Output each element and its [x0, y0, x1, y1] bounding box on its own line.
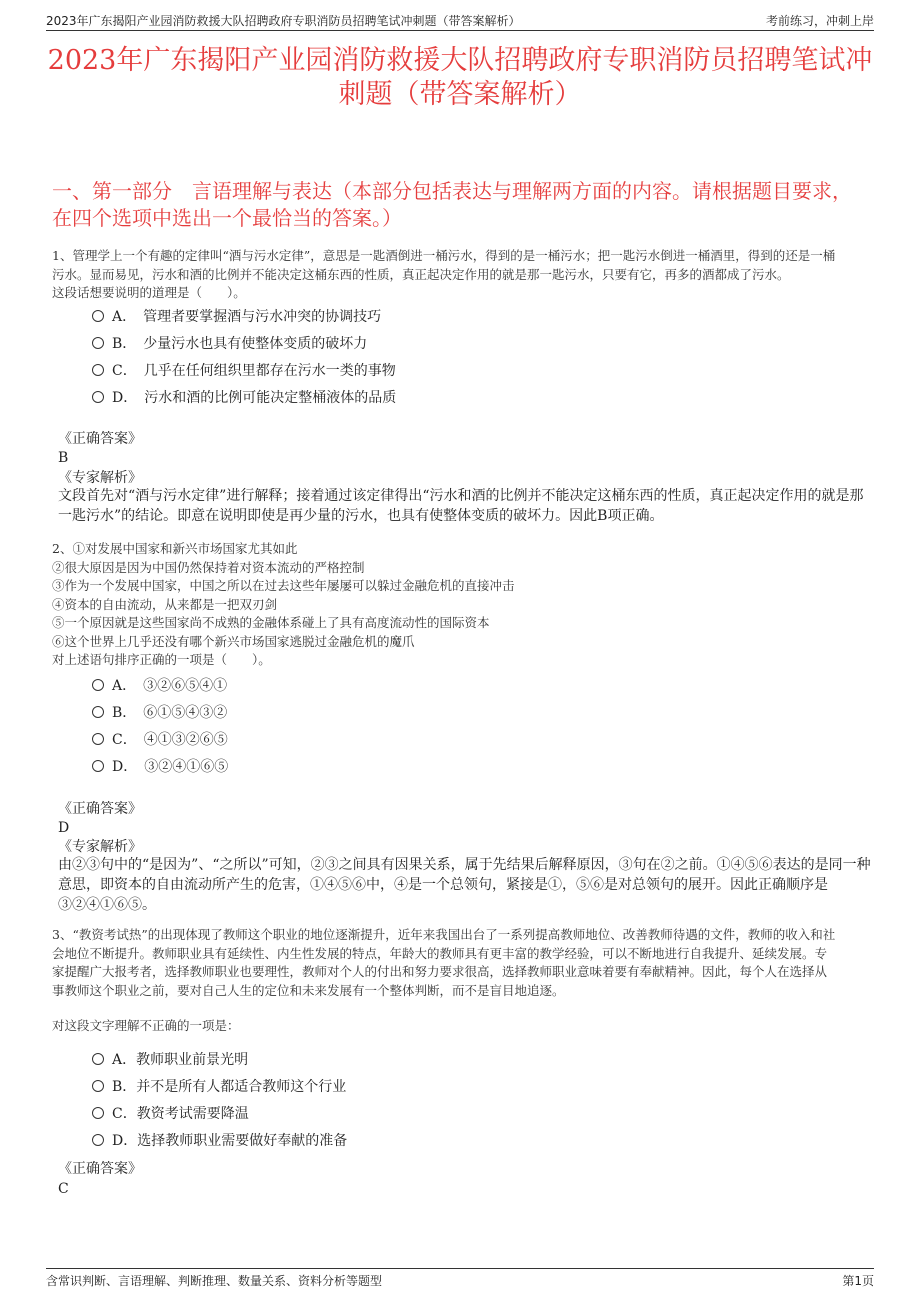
stem-line: ④资本的自由流动，从来都是一把双刃剑 [52, 596, 278, 612]
stem-line: ⑥这个世界上几乎还没有哪个新兴市场国家逃脱过金融危机的魔爪 [52, 633, 415, 649]
stem-line: ③作为一个发展中国家，中国之所以在过去这些年屡屡可以躲过金融危机的直接冲击 [52, 578, 515, 593]
option-a[interactable]: A．教师职业前景光明 [92, 1047, 347, 1074]
page-footer [46, 1268, 874, 1289]
footer-question-types: 含常识判断、言语理解、判断推理、数量关系、资料分析等题型 [46, 1274, 383, 1288]
stem-line: 1、管理学上一个有趣的定律叫“酒与污水定律”，意思是一匙酒倒进一桶污水，得到的是一桶污水；把一匙污水倒进一桶酒里，得到的还是一桶 [52, 248, 836, 263]
question-2-explanation: 由②③句中的“是因为”、“之所以”可知，②③之间具有因果关系，属于先结果后解释原因，③句在②之前。①④⑤⑥表达的是同一种意思，即资本的自由流动所产生的危害，①④⑤⑥中，④是一个总领句，紧接是①，⑤⑥是对总领句的展开。因此正确顺序是③②④①⑥⑤。 [58, 857, 871, 913]
stem-line: 对上述语句排序正确的一项是（ ）。 [52, 652, 271, 667]
stem-line: 2、①对发展中国家和新兴市场国家尤其如此 [52, 541, 298, 556]
stem-line: ②很大原因是因为中国仍然保持着对资本流动的严格控制 [52, 559, 365, 575]
option-d[interactable]: D． 污水和酒的比例可能决定整桶液体的品质 [92, 385, 396, 412]
question-2-stem [52, 540, 870, 670]
stem-line: ⑤一个原因就是这些国家尚不成熟的金融体系碰上了具有高度流动性的国际资本 [52, 615, 490, 630]
option-c[interactable]: C．教资考试需要降温 [92, 1101, 347, 1128]
stem-line: 事教师这个职业之前，要对自己人生的定位和未来发展有一个整体判断，而不是盲目地追逐。 [52, 982, 565, 998]
radio-icon[interactable] [92, 1107, 104, 1119]
option-d[interactable]: D． ③②④①⑥⑤ [92, 754, 228, 781]
question-1-stem [52, 247, 870, 303]
stem-line: 家提醒广大报考者，选择教师职业也要理性，教师对个人的付出和努力要求很高，选择教师职业意味着要有奉献精神。因此，每个人在选择从 [52, 964, 828, 979]
question-3-prompt: 对这段文字理解不正确的一项是： [52, 1018, 240, 1033]
question-1-answer-label: 《正确答案》 [58, 431, 142, 447]
section-heading: 一、第一部分 言语理解与表达（本部分包括表达与理解两方面的内容。请根据题目要求，在四个选项中选出一个最恰当的答案。） [52, 179, 852, 230]
question-1-options [92, 304, 396, 412]
option-d[interactable]: D．选择教师职业需要做好奉献的准备 [92, 1128, 347, 1155]
option-c[interactable]: C． ④①③②⑥⑤ [92, 727, 228, 754]
header-slogan: 考前练习，冲刺上岸 [765, 14, 874, 28]
question-1-answer: B [58, 450, 69, 466]
question-2-explanation-label: 《专家解析》 [58, 839, 142, 855]
question-2-answer-label: 《正确答案》 [58, 801, 142, 817]
radio-icon[interactable] [92, 391, 104, 403]
stem-line: 这段话想要说明的道理是（ ）。 [52, 285, 246, 300]
radio-icon[interactable] [92, 364, 104, 376]
document-title: 2023年广东揭阳产业园消防救援大队招聘政府专职消防员招聘笔试冲刺题（带答案解析） [47, 45, 873, 110]
option-c[interactable]: C． 几乎在任何组织里都存在污水一类的事物 [92, 358, 396, 385]
page-number: 第1页 [842, 1274, 874, 1288]
header-doc-title: 2023年广东揭阳产业园消防救援大队招聘政府专职消防员招聘笔试冲刺题（带答案解析） [46, 14, 521, 28]
radio-icon[interactable] [92, 733, 104, 745]
question-1-explanation-label: 《专家解析》 [58, 470, 142, 486]
option-b[interactable]: B． 少量污水也具有使整体变质的破坏力 [92, 331, 396, 358]
radio-icon[interactable] [92, 760, 104, 772]
page-header [46, 10, 874, 31]
radio-icon[interactable] [92, 679, 104, 691]
option-b[interactable]: B． ⑥①⑤④③② [92, 700, 228, 727]
radio-icon[interactable] [92, 706, 104, 718]
question-3-answer-label: 《正确答案》 [58, 1161, 142, 1177]
question-3-answer: C [58, 1181, 69, 1197]
option-a[interactable]: A． ③②⑥⑤④① [92, 673, 228, 700]
stem-line: 会地位不断提升。教师职业具有延续性、内生性发展的特点，年龄大的教师具有更丰富的教学经验，可以不断地进行自我提升、延续发展。专 [52, 945, 828, 961]
radio-icon[interactable] [92, 1053, 104, 1065]
option-a[interactable]: A． 管理者要掌握酒与污水冲突的协调技巧 [92, 304, 396, 331]
option-b[interactable]: B．并不是所有人都适合教师这个行业 [92, 1074, 347, 1101]
question-1-explanation: 文段首先对“酒与污水定律”进行解释；接着通过该定律得出“污水和酒的比例并不能决定这桶东西的性质，真正起决定作用的就是那一匙污水”的结论。即意在说明即使是再少量的污水，也具有使整体变质的破坏力。因此B项正确。 [58, 488, 864, 524]
radio-icon[interactable] [92, 1134, 104, 1146]
stem-line: 污水。显而易见，污水和酒的比例并不能决定这桶东西的性质，真正起决定作用的就是那一匙污水，只要有它，再多的酒都成了污水。 [52, 266, 790, 282]
question-2-options [92, 673, 228, 781]
radio-icon[interactable] [92, 337, 104, 349]
question-3-stem [52, 926, 870, 1000]
stem-line: 3、“教资考试热”的出现体现了教师这个职业的地位逐渐提升，近年来我国出台了一系列提高教师地位、改善教师待遇的文件，教师的收入和社 [52, 927, 836, 942]
radio-icon[interactable] [92, 310, 104, 322]
question-3-options [92, 1047, 347, 1155]
question-2-answer: D [58, 820, 70, 836]
radio-icon[interactable] [92, 1080, 104, 1092]
